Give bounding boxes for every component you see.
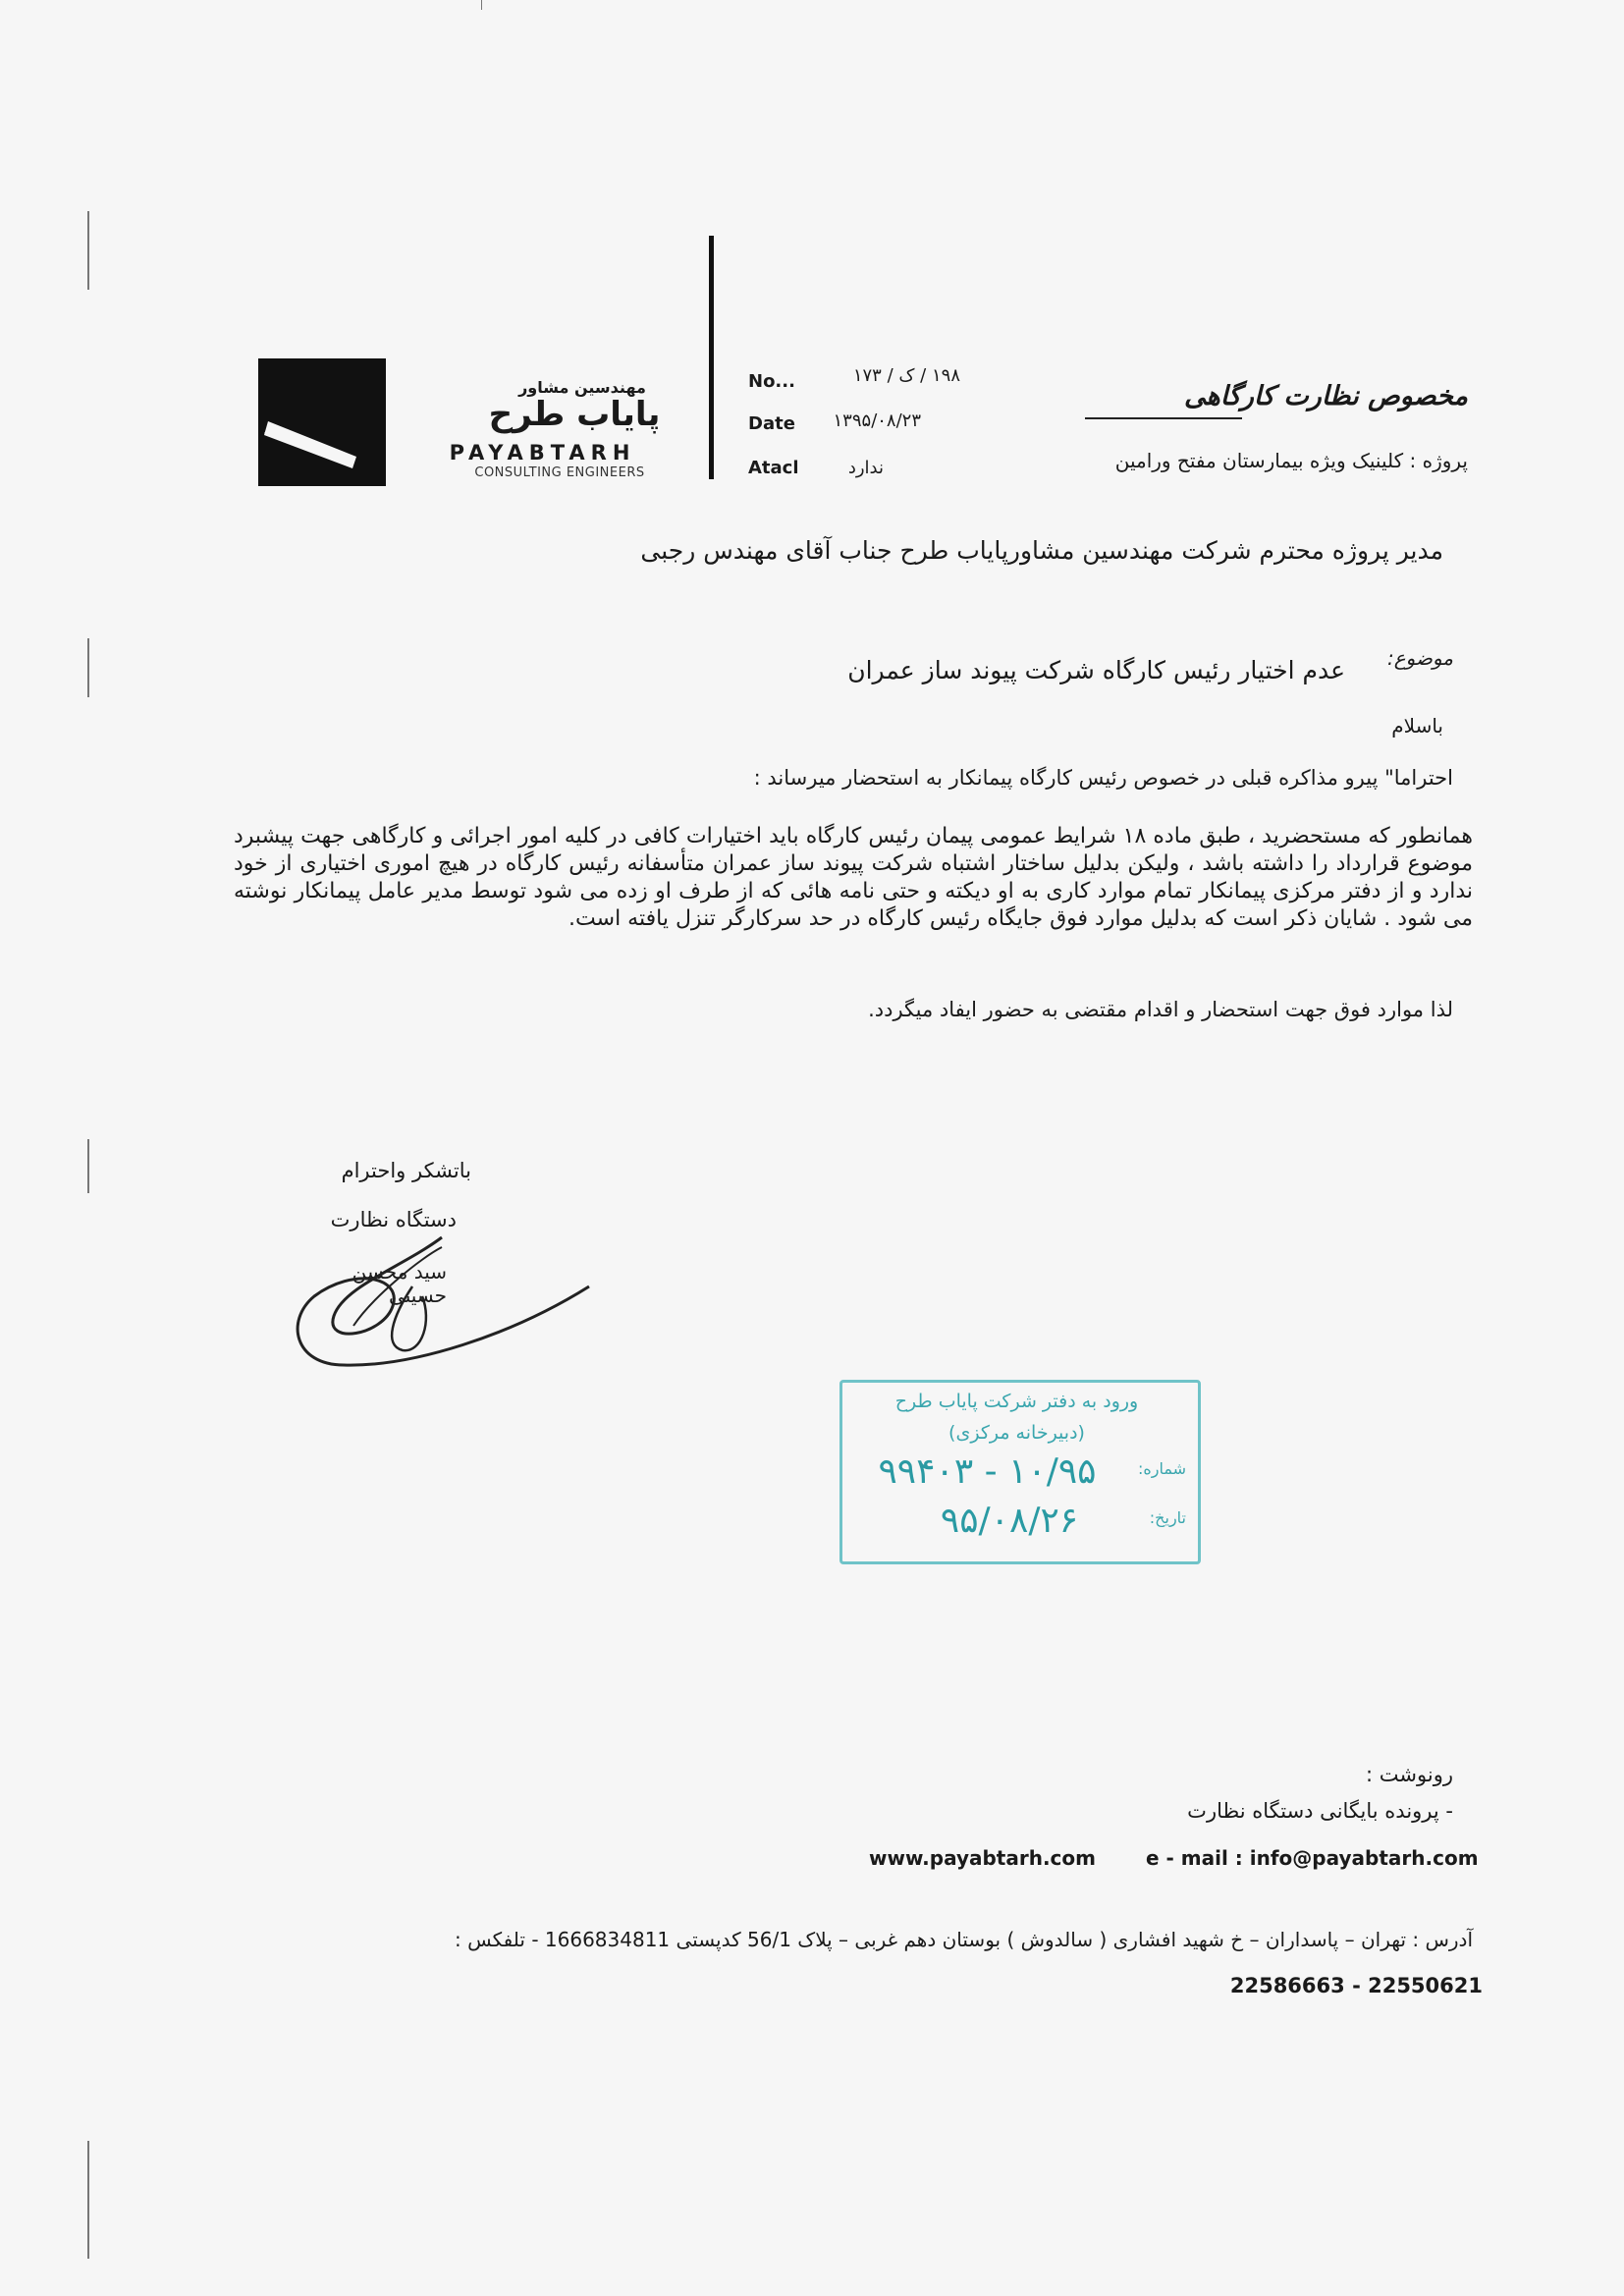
stamp-date-value: ۹۵/۰۸/۲۶	[940, 1501, 1079, 1541]
project-name: پروژه : کلینیک ویژه بیمارستان مفتح ورامین	[1114, 449, 1468, 472]
greeting: باسلام	[1391, 714, 1443, 738]
ref-attach-label: Atacl	[748, 458, 799, 478]
cc-label: رونوشت :	[1366, 1763, 1453, 1786]
stamp-subtitle: (دبیرخانه مرکزی)	[948, 1422, 1085, 1444]
body-paragraph-closing: لذا موارد فوق جهت استحضار و اقدام مقتضی به حضور ایفاد میگردد.	[868, 998, 1453, 1021]
company-logo-icon	[258, 358, 386, 486]
logo-tagline: CONSULTING ENGINEERS	[474, 465, 645, 480]
subject-text: عدم اختیار رئیس کارگاه شرکت پیوند ساز عمران	[847, 656, 1345, 684]
closing-thanks: باتشکر واحترام	[341, 1159, 471, 1182]
stamp-number-value: ۱۰/۹۵ - ۹۹۴۰۳	[878, 1451, 1097, 1492]
scan-edge-line	[87, 2141, 89, 2259]
scan-edge-line	[481, 0, 482, 10]
logo-name-fa: پایاب طرح	[488, 395, 661, 434]
signer-name: سید محسن حسینی	[352, 1260, 447, 1307]
body-paragraph-intro: احتراما" پیرو مذاکره قبلی در خصوص رئیس کارگاه پیمانکار به استحضار میرساند :	[753, 766, 1453, 790]
scan-edge-line	[87, 211, 89, 290]
footer-email[interactable]: e - mail : info@payabtarh.com	[1146, 1846, 1479, 1870]
logo-subtitle-fa: مهندسین مشاور	[518, 378, 646, 397]
closing-org: دستگاه نظارت	[330, 1208, 457, 1231]
department-underline	[1085, 417, 1242, 419]
received-stamp	[839, 1380, 1201, 1564]
stamp-date-label: تاریخ:	[1149, 1508, 1186, 1527]
stamp-number-label: شماره:	[1137, 1459, 1186, 1478]
subject-label: موضوع:	[1386, 646, 1453, 670]
scan-edge-line	[87, 1139, 89, 1193]
ref-date-label: Date	[748, 413, 795, 434]
body-paragraph-main: همانطور که مستحضرید ، طبق ماده ۱۸ شرایط عمومی پیمان رئیس کارگاه باید اختیارات کافی در کلیه امور اجرائی و کارگاهی جهت پیشبرد موضوع قرارداد را داشته باشد ، ولیکن بدلیل ساختار اشتباه شرکت پیوند ساز عمران متأسفانه رئیس کارگاه در هیچ اموری اختیاری از خود ندارد و از دفتر مرکزی پیمانکار تمام موارد کاری به او دیکته و حتی نامه هائی که از طرف او زده می شود توسط مدیر عامل پیمانکار نوشته می شود . شایان ذکر است که بدلیل موارد فوق جایگاه رئیس کارگاه در حد سرکارگر تنزل یافته است.	[234, 824, 1473, 931]
footer-website[interactable]: www.payabtarh.com	[869, 1846, 1096, 1870]
handwritten-signature-icon	[285, 1228, 609, 1394]
department-title: مخصوص نظارت کارگاهی	[1184, 381, 1468, 411]
ref-no-label: No...	[748, 371, 795, 392]
scan-edge-line	[87, 638, 89, 697]
recipient-line: مدیر پروژه محترم شرکت مهندسین مشاورپایاب طرح جناب آقای مهندس رجبی	[640, 536, 1443, 565]
footer-address: آدرس : تهران – پاسداران – خ شهید افشاری ( سالدوش ) بوستان دهم غربی – پلاک 56/1 کدپستی 1666834811 - تلفکس :	[455, 1928, 1473, 1951]
ref-date-value: ۱۳۹۵/۰۸/۲۳	[833, 410, 921, 431]
ref-no-value: ۱۹۸ / ک / ۱۷۳	[852, 365, 960, 386]
logo-name-en: PAYABTARH	[449, 441, 636, 465]
stamp-title: ورود به دفتر شرکت پایاب طرح	[894, 1391, 1139, 1412]
footer-phones: 22586663 - 22550621	[1229, 1974, 1483, 1997]
ref-attach-value: ندارد	[847, 458, 884, 478]
cc-item: - پرونده بایگانی دستگاه نظارت	[1187, 1799, 1453, 1823]
header-divider	[709, 236, 714, 479]
